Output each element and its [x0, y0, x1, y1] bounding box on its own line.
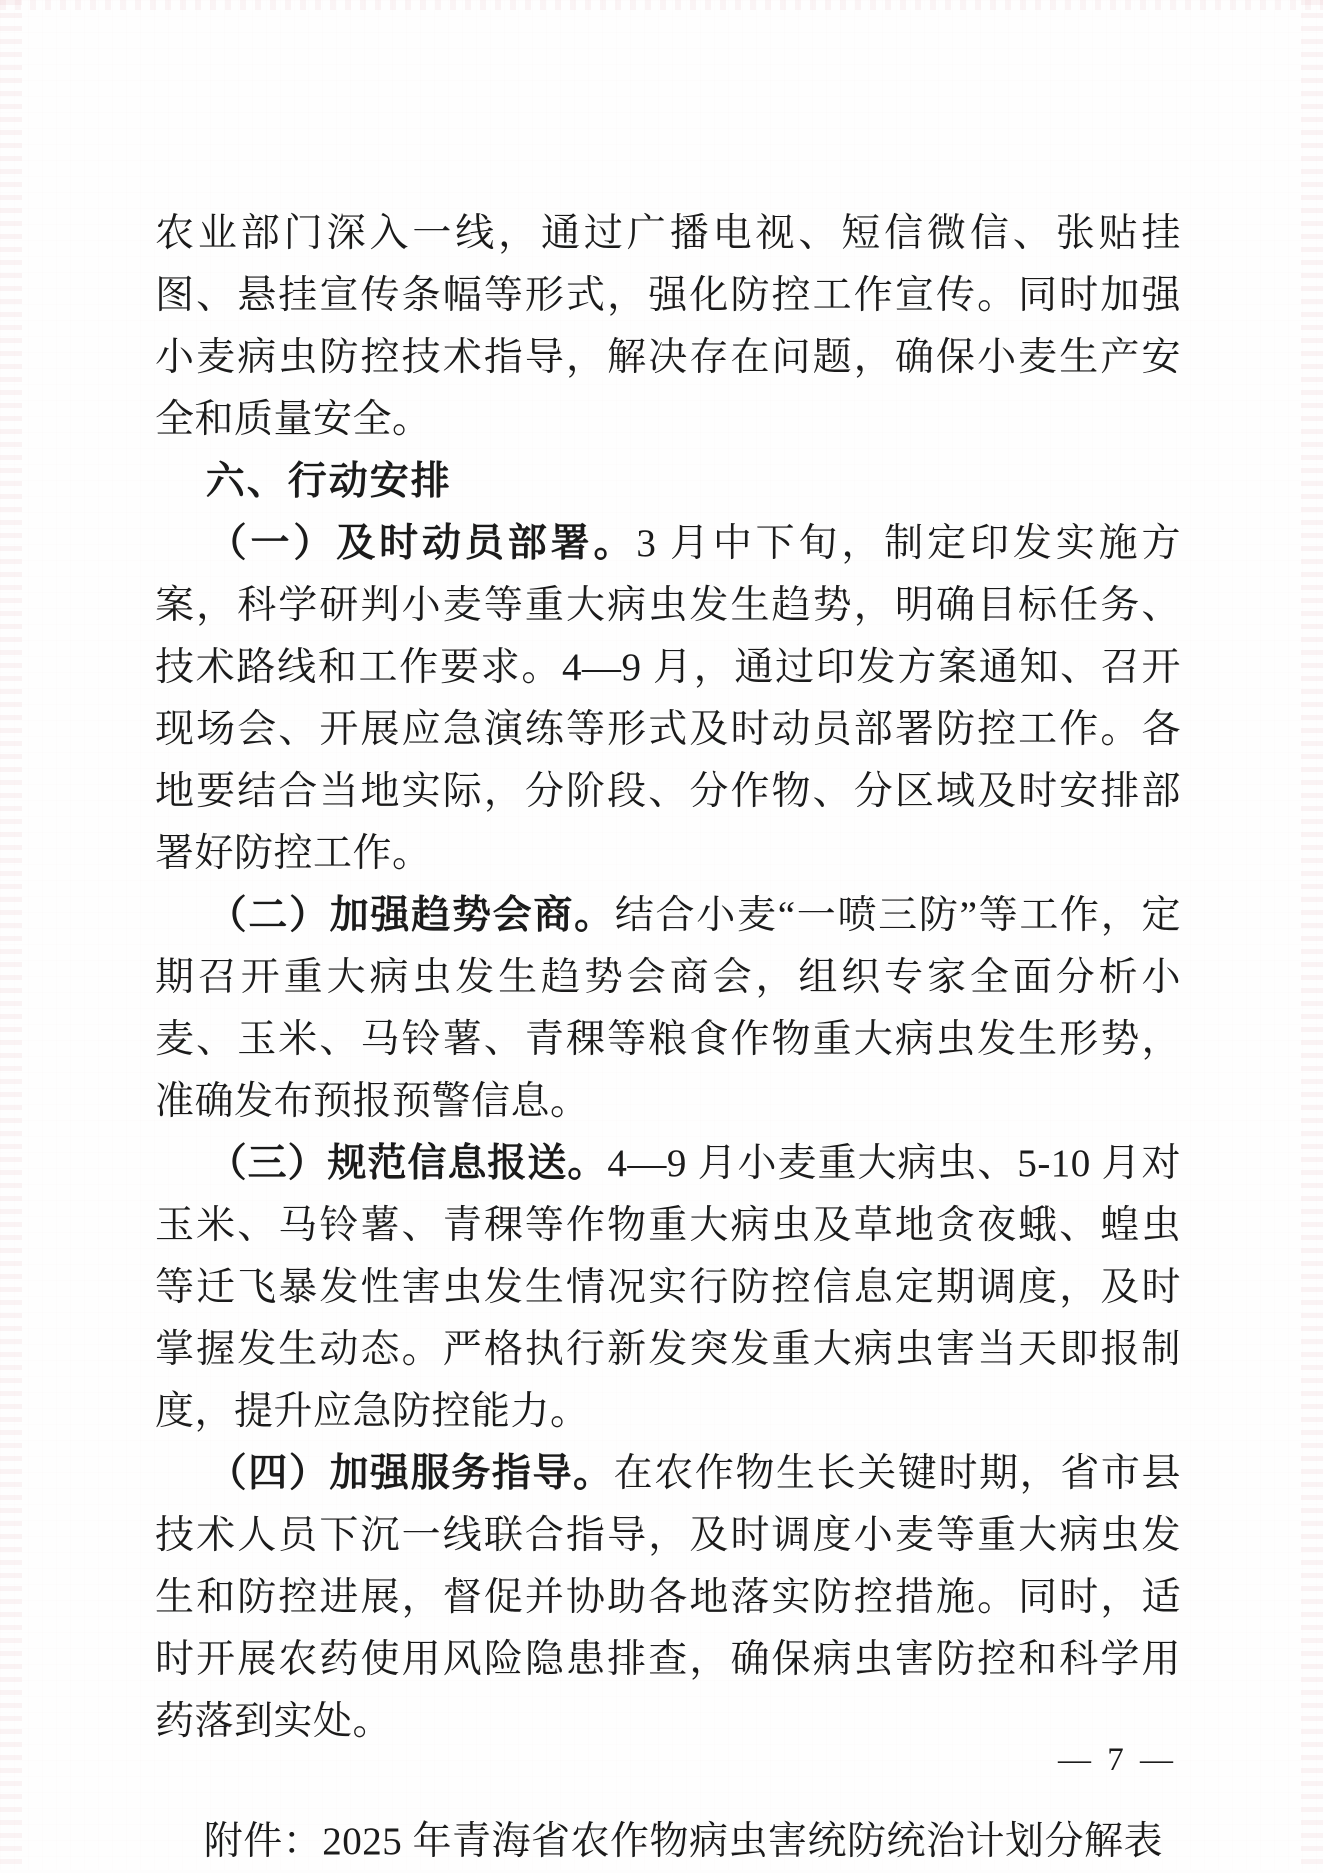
action-item-4-text: 在农作物生长关键时期，省市县技术人员下沉一线联合指导，及时调度小麦等重大病虫发生和防控进展，督促并协助各地落实防控措施。同时，适时开展农药使用风险隐患排查，确保病虫害防控和科学用药落到实处。: [155, 1452, 1181, 1743]
action-item-2: [155, 885, 1181, 1133]
section-heading: 六、行动安排: [205, 459, 452, 504]
attachment-line: 附件：2025 年青海省农作物病虫害统防统治计划分解表: [203, 1820, 1164, 1863]
scan-noise-top: [0, 0, 1323, 10]
action-item-2-lead: （二）加强趋势会商。: [207, 894, 615, 937]
action-item-2-text: 结合小麦“一喷三防”等工作，定期召开重大病虫发生趋势会商会，组织专家全面分析小麦、玉米、马铃薯、青稞等粮食作物重大病虫发生形势，准确发布预报预警信息。: [155, 894, 1181, 1123]
page-number: — 7 —: [1058, 1742, 1177, 1778]
action-item-3: [155, 1133, 1181, 1443]
action-item-1-text: 3 月中下旬，制定印发实施方案，科学研判小麦等重大病虫发生趋势，明确目标任务、技术路线和工作要求。4—9 月，通过印发方案通知、召开现场会、开展应急演练等形式及时动员部署防控工作。各地要结合当地实际，分阶段、分作物、分区域及时安排部署好防控工作。: [155, 522, 1181, 875]
action-item-4: [155, 1443, 1181, 1753]
action-item-3-lead: （三）规范信息报送。: [207, 1142, 608, 1185]
action-item-4-lead: （四）加强服务指导。: [207, 1452, 614, 1495]
action-item-1: [155, 513, 1181, 885]
action-item-1-lead: （一）及时动员部署。: [207, 522, 637, 565]
action-item-3-text: 4—9 月小麦重大病虫、5-10 月对玉米、马铃薯、青稞等作物重大病虫及草地贪夜蛾、蝗虫等迁飞暴发性害虫发生情况实行防控信息定期调度，及时掌握发生动态。严格执行新发突发重大病虫害当天即报制度，提升应急防控能力。: [155, 1142, 1181, 1433]
document-body: [155, 203, 1181, 1873]
scan-noise-right: [1301, 0, 1323, 1870]
continuation-paragraph: 农业部门深入一线，通过广播电视、短信微信、张贴挂图、悬挂宣传条幅等形式，强化防控工作宣传。同时加强小麦病虫防控技术指导，解决存在问题，确保小麦生产安全和质量安全。: [155, 212, 1181, 441]
scan-noise-left: [0, 0, 22, 1870]
